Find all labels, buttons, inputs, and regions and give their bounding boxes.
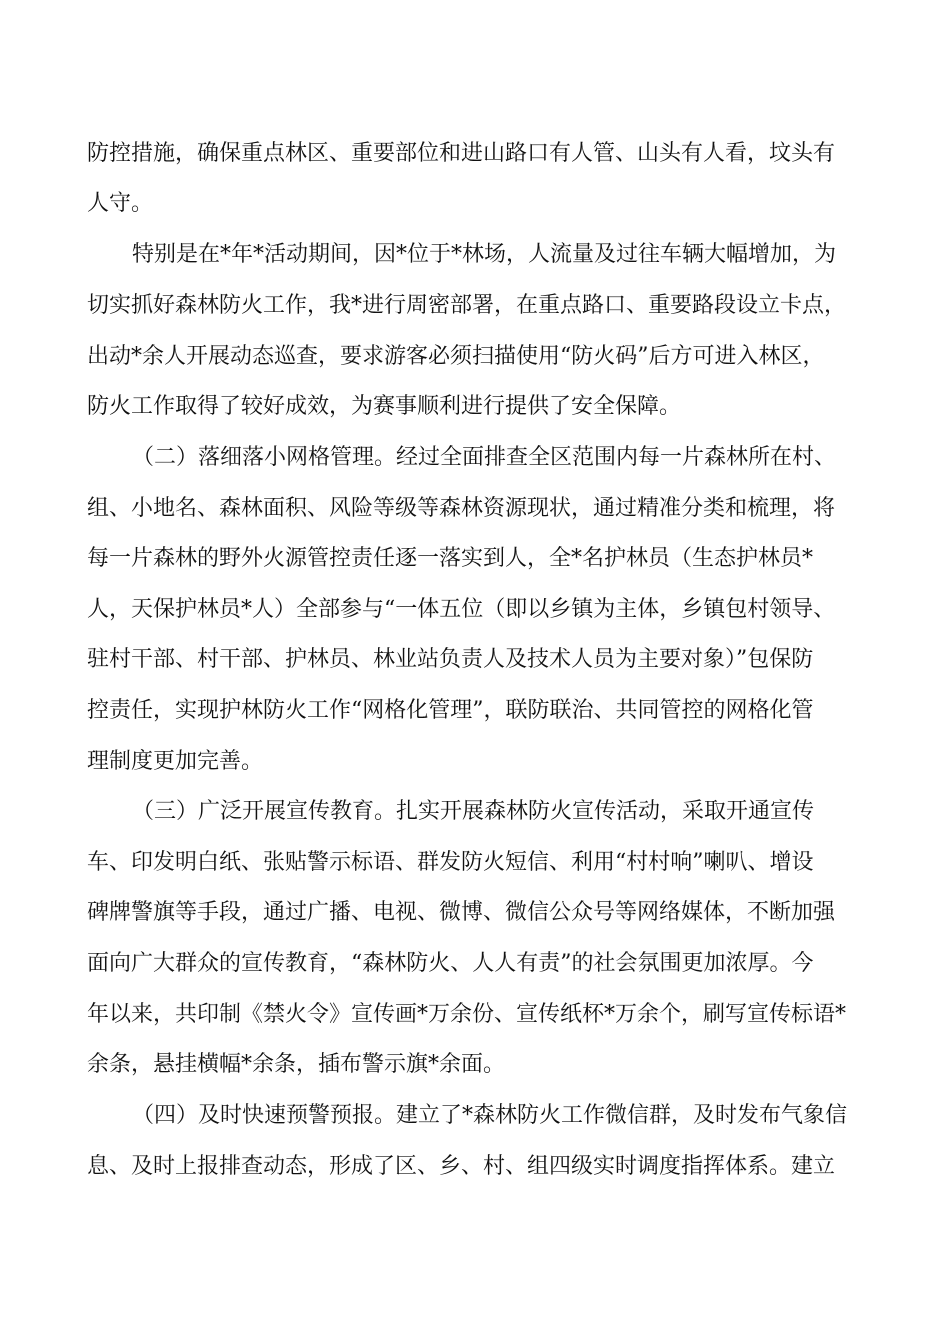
- paragraph-3-line-1: （二）落细落小网格管理。经过全面排查全区范围内每一片森林所在村、: [132, 445, 837, 470]
- paragraph-4-line-5: 年以来，共印制《禁火令》宣传画*万余份、宣传纸杯*万余个，刷写宣传标语*: [87, 1002, 847, 1027]
- paragraph-3-line-5: 驻村干部、村干部、护林员、林业站负责人及技术人员为主要对象）”包保防: [87, 647, 814, 672]
- paragraph-4-line-4: 面向广大群众的宣传教育，“森林防火、人人有责”的社会氛围更加浓厚。今: [87, 951, 814, 976]
- paragraph-2-line-3: 出动*余人开展动态巡查，要求游客必须扫描使用“防火码”后方可进入林区，: [87, 344, 825, 369]
- paragraph-1-line-1: 防控措施，确保重点林区、重要部位和进山路口有人管、山头有人看，坟头有: [87, 141, 836, 166]
- paragraph-5-line-2: 息、及时上报排查动态，形成了区、乡、村、组四级实时调度指挥体系。建立: [87, 1154, 836, 1179]
- paragraph-4-line-6: 余条，悬挂横幅*余条，插布警示旗*余面。: [87, 1052, 506, 1077]
- paragraph-4-line-2: 车、印发明白纸、张贴警示标语、群发防火短信、利用“村村响”喇叭、增设: [87, 850, 814, 875]
- paragraph-2-line-1: 特别是在*年*活动期间，因*位于*林场，人流量及过往车辆大幅增加，为: [132, 242, 837, 267]
- paragraph-3-line-2: 组、小地名、森林面积、风险等级等森林资源现状，通过精准分类和梳理，将: [87, 496, 836, 521]
- paragraph-5-line-1: （四）及时快速预警预报。建立了*森林防火工作微信群，及时发布气象信: [132, 1103, 848, 1128]
- paragraph-4-line-1: （三）广泛开展宣传教育。扎实开展森林防火宣传活动，采取开通宣传: [132, 799, 815, 824]
- paragraph-3-line-3: 每一片森林的野外火源管控责任逐一落实到人，全*名护林员（生态护林员*: [87, 546, 814, 571]
- paragraph-3-line-7: 理制度更加完善。: [87, 749, 264, 774]
- paragraph-2-line-4: 防火工作取得了较好成效，为赛事顺利进行提供了安全保障。: [87, 394, 682, 419]
- paragraph-1-line-2: 人守。: [87, 191, 154, 216]
- paragraph-4-line-3: 碑牌警旗等手段，通过广播、电视、微博、微信公众号等网络媒体，不断加强: [87, 900, 836, 925]
- paragraph-2-line-2: 切实抓好森林防火工作，我*进行周密部署，在重点路口、重要路段设立卡点，: [87, 293, 847, 318]
- paragraph-3-line-4: 人，天保护林员*人）全部参与“一体五位（即以乡镇为主体，乡镇包村领导、: [87, 597, 836, 622]
- paragraph-3-line-6: 控责任，实现护林防火工作“网格化管理”，联防联治、共同管控的网格化管: [87, 698, 814, 723]
